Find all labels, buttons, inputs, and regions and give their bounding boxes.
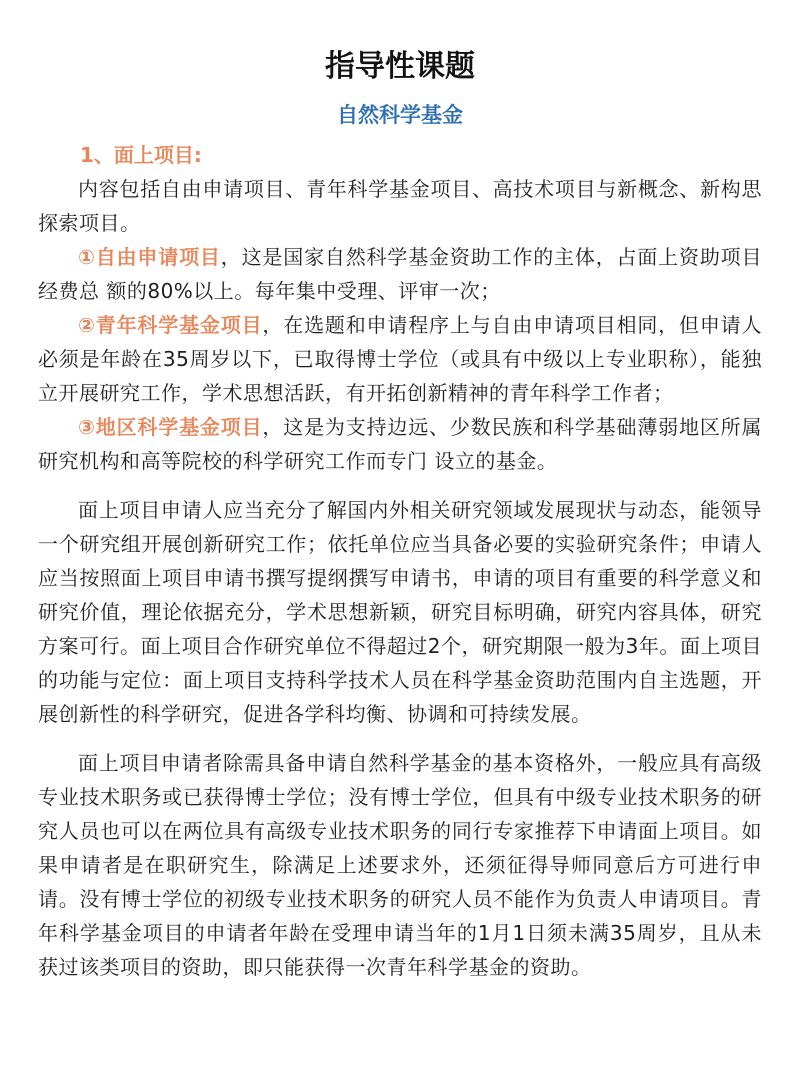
list-item-free-application (38, 240, 762, 308)
body-paragraph-eligibility: 面上项目申请者除需具备申请自然科学基金的基本资格外，一般应具有高级专业技术职务或已获得博士学位；没有博士学位，但具有中级专业技术职务的研究人员也可以在两位具有高级专业技术职务的同行专家推荐下申请面上项目。如果申请者是在职研究生，除满足上述要求外，还须征得导师同意后方可进行申请。没有博士学位的初级专业技术职务的研究人员不能作为负责人申请项目。青年科学基金项目的申请者年龄在受理申请当年的1月1日须未满35周岁，且从未获过该类项目的资助，即只能获得一次青年科学基金的资助。 (38, 751, 762, 979)
section-intro: 内容包括自由申请项目、青年科学基金项目、高技术项目与新概念、新构思探索项目。 (38, 177, 762, 235)
paragraph-spacer (38, 731, 762, 746)
section-heading: 1、面上项目: (80, 143, 202, 167)
item-label: ③地区科学基金项目 (78, 415, 263, 439)
paragraph-spacer (38, 478, 762, 493)
page-title: 指导性课题 (325, 49, 475, 84)
list-item-youth-fund (38, 308, 762, 410)
item-label: ①自由申请项目 (78, 245, 221, 269)
item-text: ，这是国家自然科学基金资助工作的主体，占面上资助项目经费总 额的80%以上。每年集中受理、评审一次； (38, 245, 763, 303)
item-text: ，在选题和申请程序上与自由申请项目相同，但申请人必须是年龄在35周岁以下，已取得博士学位（或具有中级以上专业职称），能独立开展研究工作，学术思想活跃，有开拓创新精神的青年科学工作者； (38, 313, 762, 405)
item-label: ②青年科学基金项目 (78, 313, 263, 337)
body-paragraph-requirements: 面上项目申请人应当充分了解国内外相关研究领域发展现状与动态，能领导一个研究组开展创新研究工作；依托单位应当具备必要的实验研究条件；申请人应当按照面上项目申请书撰写提纲撰写申请书，申请的项目有重要的科学意义和研究价值，理论依据充分，学术思想新颖，研究目标明确，研究内容具体，研究方案可行。面上项目合作研究单位不得超过2个，研究期限一般为3年。面上项目的功能与定位：面上项目支持科学技术人员在科学基金资助范围内自主选题，开展创新性的科学研究，促进各学科均衡、协调和可持续发展。 (38, 498, 762, 726)
page-subtitle: 自然科学基金 (337, 103, 463, 127)
item-text: ，这是为支持边远、少数民族和科学基础薄弱地区所属研究机构和高等院校的科学研究工作而专门 设立的基金。 (38, 415, 762, 473)
list-item-regional-fund (38, 410, 762, 478)
